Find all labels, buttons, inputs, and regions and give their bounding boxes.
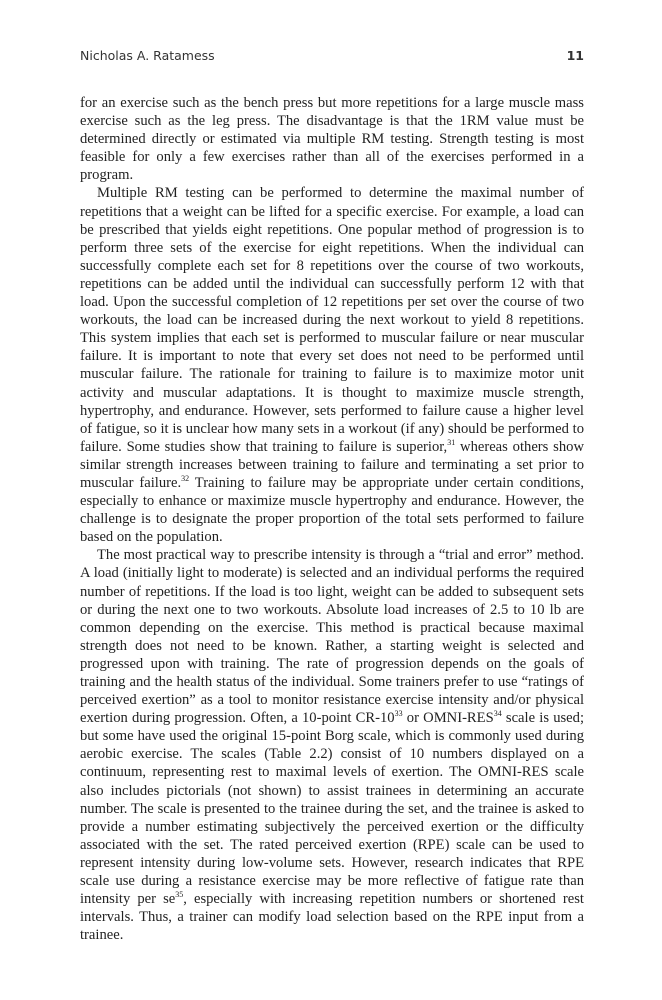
citation-32: 32 [181, 474, 190, 484]
paragraph-3 [80, 546, 584, 944]
paragraph-3-text: or OMNI-RES [402, 710, 494, 727]
paragraph-3-text: scale is used; but some have used the original 15-point Borg scale, which is commonly used during aerobic exercise. The scales (Table 2.2) consist of 10 numbers displayed on a continuum, representing rest to maximal levels of exertion. The OMNI-RES scale also includes pictorials (not shown) to assist trainees in determining an accurate number. The scale is presented to the trainee during the set, and the trainee is asked to provide a number estimating subjectively the perceived exertion or the difficulty associated with the set. The rated perceived exertion (RPE) scale can be used to represent intensity during low-volume sets. However, research indicates that RPE scale use during a resistance exercise may be more reflective of fatigue rate than intensity per se [80, 710, 585, 908]
paragraph-2-text: whereas others show similar strength increases between training to failure and terminating a set prior to muscular failure. [80, 438, 584, 491]
paragraph-3-text: The most practical way to prescribe intensity is through a “trial and error” method. A load (initially light to moderate) is selected and an individual performs the required number of repetitions. If the load is too light, weight can be added to subsequent sets or during the next one to two workouts. Absolute load increases of 2.5 to 10 lb are common depending on the exercise. This method is practical because maximal strength does not need to be known. Rather, a starting weight is selected and progressed upon with training. The rate of progression depends on the goals of training and the health status of the individual. Some trainers prefer to use “ratings of perceived exertion” as a tool to monitor resistance exercise intensity and/or physical exertion during progression. Often, a 10-point CR-10 [80, 547, 584, 727]
citation-33: 33 [394, 709, 403, 719]
citation-31: 31 [447, 437, 456, 447]
running-header [80, 48, 584, 74]
running-header-author: Nicholas A. Ratamess [80, 48, 215, 63]
paragraph-3-text: , especially with increasing repetition numbers or shortened rest intervals. Thus, a trainer can modify load selection based on the RPE input from a trainee. [80, 891, 584, 944]
body-text [80, 94, 584, 944]
paragraph-2-text: Multiple RM testing can be performed to determine the maximal number of repetitions that a weight can be lifted for a specific exercise. For example, a load can be prescribed that yields eight repetitions. One popular method of progression is to perform three sets of the exercise for eight repetitions. When the individual can successfully complete each set for 8 repetitions over the course of two workouts, repetitions can be added until the individual can successfully perform 12 with that load. Upon the successful completion of 12 repetitions per set over the course of two workouts, the load can be increased during the next workout to yield 8 repetitions. This system implies that each set is performed to muscular failure or near muscular failure. It is important to note that every set does not need to be performed until muscular failure. The rationale for training to failure is to maximize motor unit activity and muscular adaptations. It is thought to maximize muscle strength, hypertrophy, and endurance. However, sets performed to failure cause a higher level of fatigue, so it is unclear how many sets in a workout (if any) should be performed to failure. Some studies show that training to failure is superior, [80, 185, 584, 455]
paragraph-2-text: Training to failure may be appropriate under certain conditions, especially to enhance or maximize muscle hypertrophy and endurance. However, the challenge is to designate the proper proportion of the total sets performed to failure based on the population. [80, 474, 584, 546]
document-page [80, 48, 584, 944]
page-number: 11 [566, 48, 584, 63]
paragraph-2 [80, 184, 584, 546]
citation-35: 35 [175, 890, 184, 900]
paragraph-1: for an exercise such as the bench press but more repetitions for a large muscle mass exercise such as the leg press. The disadvantage is that the 1RM value must be determined directly or estimated via multiple RM testing. Strength testing is most feasible for only a few exercises rather than all of the exercises performed in a program. [80, 95, 584, 184]
citation-34: 34 [493, 709, 502, 719]
